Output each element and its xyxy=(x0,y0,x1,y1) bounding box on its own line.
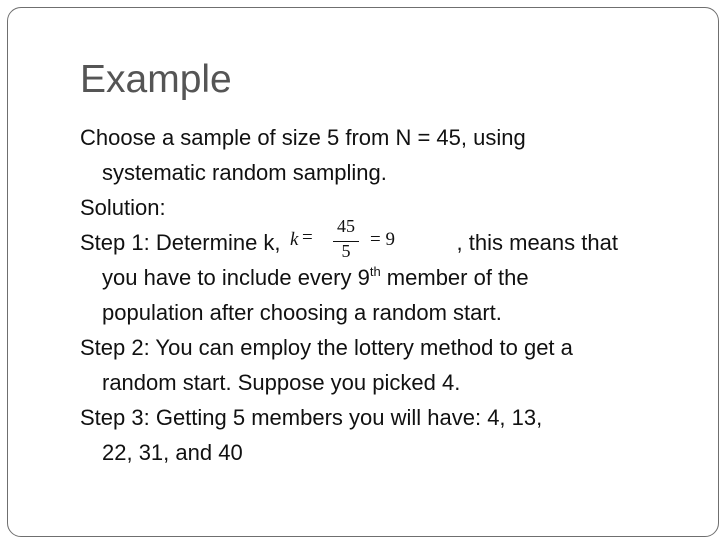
formula-equals: = xyxy=(302,227,313,248)
slide-title: Example xyxy=(80,58,232,101)
step-3 xyxy=(80,400,710,470)
step-1-suffix: , this means that xyxy=(456,230,618,255)
formula-numerator: 45 xyxy=(337,216,355,236)
slide-body xyxy=(80,120,710,470)
formula-denominator: 5 xyxy=(341,241,351,261)
step-3-line-1: Step 3: Getting 5 members you will have: 4, 13, xyxy=(80,405,543,430)
step-1-superscript: th xyxy=(369,264,381,279)
solution-label: Solution: xyxy=(80,195,166,220)
problem-line-1: Choose a sample of size 5 from N = 45, using xyxy=(80,125,526,150)
step-2-line-2: random start. Suppose you picked 4. xyxy=(102,370,461,395)
step-1-line-2a: you have to include every 9 xyxy=(102,265,370,290)
formula-variable: k xyxy=(290,229,299,250)
step-3-line-2: 22, 31, and 40 xyxy=(102,440,243,465)
step-1 xyxy=(80,225,710,330)
step-1-line-2b: member of the xyxy=(380,265,529,290)
formula-result: = 9 xyxy=(370,229,395,250)
problem-line-2: systematic random sampling. xyxy=(102,160,387,185)
step-1-line-3: population after choosing a random start. xyxy=(102,300,502,325)
step-2-line-1: Step 2: You can employ the lottery method to get a xyxy=(80,335,573,360)
problem-statement xyxy=(80,120,710,190)
step-1-prefix: Step 1: Determine k, xyxy=(80,230,281,255)
step-2 xyxy=(80,330,710,400)
